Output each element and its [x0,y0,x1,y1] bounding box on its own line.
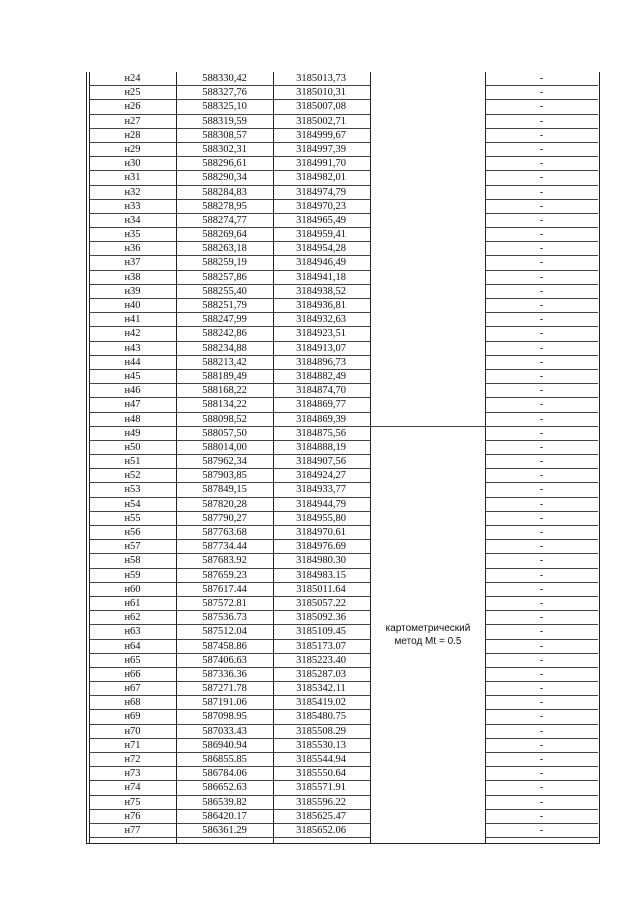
y-coordinate-cell: 3185223.40 [296,654,346,666]
error-cell: - [485,384,598,398]
point-cell: н24 [124,73,141,84]
y-coordinate-cell: 3184896,73 [296,356,346,368]
x-coordinate-cell: 588057,50 [202,427,247,439]
y-coordinate-cell: 3185092.36 [296,612,346,624]
x-coordinate-cell: 588014,00 [202,441,247,453]
x-coordinate-cell: 588319,59 [202,115,247,127]
x-coordinate-cell: 587903,85 [202,470,247,482]
error-cell: - [485,143,598,157]
x-coordinate-cell: 586784.06 [202,768,247,780]
error-cell: - [485,583,598,597]
x-coordinate-cell: 588284,83 [202,186,247,198]
y-coordinate-cell: 3185057.22 [296,597,346,609]
x-coordinate-cell: 587098.95 [202,711,247,723]
point-cell: н77 [124,824,141,836]
error-cell: - [485,115,598,129]
point-cell: н76 [124,810,141,822]
error-cell: - [485,498,598,512]
error-cell: - [485,710,598,724]
x-coordinate-cell: 587336.36 [202,668,247,680]
error-cell: - [485,540,598,554]
point-cell: н33 [124,200,141,212]
point-cell: н25 [124,87,141,99]
error-cell: - [485,72,598,86]
x-coordinate-cell: 587033.43 [202,725,247,737]
error-cell: - [485,327,598,341]
point-cell: н64 [124,640,141,652]
y-coordinate-cell: 3185342.11 [296,683,346,695]
point-cell: н58 [124,555,141,567]
error-cell: - [485,640,598,654]
x-coordinate-cell: 588259,19 [202,257,247,269]
x-coordinate-cell: 587790,27 [202,512,247,524]
x-coordinate-cell: 587406.63 [202,654,247,666]
y-coordinate-cell: 3185480.75 [296,711,346,723]
point-cell: н29 [124,143,141,155]
error-cell: - [485,313,598,327]
x-coordinate-cell: 588274,77 [202,214,247,226]
x-coordinate-cell: 587191.06 [202,697,247,709]
point-cell: н26 [124,101,141,113]
y-coordinate-cell: 3185508.29 [296,725,346,737]
error-cell: - [485,767,598,781]
error-cell: - [485,157,598,171]
point-cell: н52 [124,470,141,482]
x-coordinate-cell: 588325,10 [202,101,247,113]
point-cell: н34 [124,214,141,226]
column-divider [273,72,274,843]
point-cell: н41 [124,314,141,326]
x-coordinate-cell: 588189,49 [202,370,247,382]
point-cell: н57 [124,541,141,553]
y-coordinate-cell: 3184882,49 [296,370,346,382]
y-coordinate-cell: 3184941,18 [296,271,346,283]
point-cell: н65 [124,654,141,666]
method-line-1: картометрический [385,623,471,634]
y-coordinate-cell: 3184982,01 [296,172,346,184]
point-cell: н39 [124,285,141,297]
x-coordinate-cell: 587820,28 [202,498,247,510]
point-cell: н49 [124,427,141,439]
point-cell: н36 [124,243,141,255]
error-cell: - [485,342,598,356]
y-coordinate-cell: 3185002,71 [296,115,346,127]
error-cell: - [485,256,598,270]
y-coordinate-cell: 3184946,49 [296,257,346,269]
point-cell: н47 [124,399,141,411]
y-coordinate-cell: 3184965,49 [296,214,346,226]
error-cell: - [485,625,598,639]
point-cell: н75 [124,796,141,808]
x-coordinate-cell: 588234,88 [202,342,247,354]
x-coordinate-cell: 586420.17 [202,810,247,822]
x-coordinate-cell: 586652.63 [202,782,247,794]
error-cell: - [485,512,598,526]
point-cell: н73 [124,768,141,780]
x-coordinate-cell: 588290,34 [202,172,247,184]
error-cell: - [485,725,598,739]
error-cell: - [485,200,598,214]
point-cell: н68 [124,697,141,709]
point-cell: н48 [124,413,141,425]
point-cell: н50 [124,441,141,453]
error-cell: - [485,781,598,795]
y-coordinate-cell: 3184932,63 [296,314,346,326]
point-cell: н72 [124,754,141,765]
point-cell: н54 [124,498,141,510]
x-coordinate-cell: 586940.94 [202,739,247,751]
y-coordinate-cell: 3184991,70 [296,158,346,170]
error-cell: - [485,129,598,143]
error-cell: - [485,569,598,583]
y-coordinate-cell: 3184874,70 [296,385,346,397]
point-cell: н74 [124,782,141,794]
x-coordinate-cell: 588247,99 [202,314,247,326]
column-divider [485,72,486,843]
point-cell: н44 [124,356,141,368]
point-cell: н59 [124,569,141,581]
point-cell: н62 [124,612,141,624]
x-coordinate-cell: 587572.81 [202,597,247,609]
error-cell: - [485,824,598,838]
y-coordinate-cell: 3185550.64 [296,768,346,780]
error-cell: - [485,796,598,810]
error-cell: - [485,483,598,497]
error-cell: - [485,86,598,100]
error-cell: - [485,696,598,710]
x-coordinate-cell: 587734.44 [202,541,247,553]
x-coordinate-cell: 588308,57 [202,129,247,141]
x-coordinate-cell: 588257,86 [202,271,247,283]
y-coordinate-cell: 3184954,28 [296,243,346,255]
x-coordinate-cell: 587683.92 [202,555,247,567]
y-coordinate-cell: 3185571.91 [296,782,346,794]
error-cell: - [485,753,598,767]
x-coordinate-cell: 587536.73 [202,612,247,624]
point-cell: н69 [124,711,141,723]
y-coordinate-cell: 3184869,39 [296,413,346,425]
x-coordinate-cell: 588302,31 [202,143,247,155]
error-cell: - [485,356,598,370]
point-cell: н32 [124,186,141,198]
point-cell: н56 [124,527,141,538]
y-coordinate-cell: 3184938,52 [296,285,346,297]
y-coordinate-cell: 3184933,77 [296,484,346,496]
point-cell: н53 [124,484,141,496]
y-coordinate-cell: 3185530.13 [296,739,346,751]
error-cell: - [485,242,598,256]
x-coordinate-cell: 588269,64 [202,229,247,241]
x-coordinate-cell: 588327,76 [202,87,247,99]
point-cell: н63 [124,626,141,638]
x-coordinate-cell: 586539.82 [202,796,247,808]
point-cell: н66 [124,668,141,680]
x-coordinate-cell: 588134,22 [202,399,247,411]
error-cell: - [485,413,598,427]
x-coordinate-cell: 588278,95 [202,200,247,212]
point-cell: н51 [124,456,141,468]
error-cell: - [485,469,598,483]
x-coordinate-cell: 588330,42 [202,73,247,84]
x-coordinate-cell: 587962,34 [202,456,247,468]
x-coordinate-cell: 587512.04 [202,626,247,638]
x-coordinate-cell: 587659.23 [202,569,247,581]
x-coordinate-cell: 588168,22 [202,385,247,397]
x-coordinate-cell: 588263,18 [202,243,247,255]
point-cell: н37 [124,257,141,269]
point-cell: н46 [124,385,141,397]
error-cell: - [485,682,598,696]
y-coordinate-cell: 3185007,08 [296,101,346,113]
y-coordinate-cell: 3184997,39 [296,143,346,155]
error-cell: - [485,611,598,625]
y-coordinate-cell: 3185596.22 [296,796,346,808]
x-coordinate-cell: 586361.29 [202,824,247,836]
point-cell: н67 [124,683,141,695]
point-cell: н40 [124,300,141,311]
error-cell: - [485,370,598,384]
error-cell: - [485,654,598,668]
point-cell: н71 [124,739,141,751]
y-coordinate-cell: 3184955,80 [296,512,346,524]
y-coordinate-cell: 3184999,67 [296,129,346,141]
error-cell: - [485,668,598,682]
y-coordinate-cell: 3185109.45 [296,626,346,638]
y-coordinate-cell: 3184936,81 [296,300,346,311]
x-coordinate-cell: 588242,86 [202,328,247,340]
y-coordinate-cell: 3184959,41 [296,229,346,241]
error-cell: - [485,171,598,185]
y-coordinate-cell: 3185287.03 [296,668,346,680]
point-cell: н45 [124,370,141,382]
y-coordinate-cell: 3185544.94 [296,754,346,765]
y-coordinate-cell: 3184907,56 [296,456,346,468]
error-cell: - [485,228,598,242]
x-coordinate-cell: 588296,61 [202,158,247,170]
point-cell: н27 [124,115,141,127]
y-coordinate-cell: 3185010,31 [296,87,346,99]
y-coordinate-cell: 3184974,79 [296,186,346,198]
x-coordinate-cell: 588251,79 [202,300,247,311]
y-coordinate-cell: 3184888,19 [296,441,346,453]
point-cell: н38 [124,271,141,283]
error-cell: - [485,186,598,200]
merged-cell-upper [371,72,485,426]
x-coordinate-cell: 587617.44 [202,583,247,595]
point-cell: н31 [124,172,141,184]
column-divider [176,72,177,843]
y-coordinate-cell: 3184869,77 [296,399,346,411]
y-coordinate-cell: 3184924,27 [296,470,346,482]
y-coordinate-cell: 3184875,56 [296,427,346,439]
error-cell: - [485,441,598,455]
x-coordinate-cell: 588255,40 [202,285,247,297]
y-coordinate-cell: 3184976.69 [296,541,346,553]
error-cell: - [485,810,598,824]
error-cell: - [485,100,598,114]
method-line-2: метод Mt = 0.5 [394,636,462,647]
x-coordinate-cell: 586855.85 [202,754,247,765]
error-cell: - [485,526,598,540]
error-cell: - [485,214,598,228]
y-coordinate-cell: 3185652.06 [296,824,346,836]
y-coordinate-cell: 3184913,07 [296,342,346,354]
point-cell: н60 [124,583,141,595]
error-cell: - [485,739,598,753]
point-cell: н43 [124,342,141,354]
error-cell: - [485,597,598,611]
y-coordinate-cell: 3184983.15 [296,569,346,581]
x-coordinate-cell: 587763.68 [202,527,247,538]
point-cell: н61 [124,597,141,609]
x-coordinate-cell: 588098,52 [202,413,247,425]
error-cell: - [485,455,598,469]
error-cell: - [485,427,598,441]
y-coordinate-cell: 3185625.47 [296,810,346,822]
error-cell: - [485,285,598,299]
method-note [371,622,485,648]
table-error-column [485,72,598,838]
y-coordinate-cell: 3184970,23 [296,200,346,212]
x-coordinate-cell: 588213,42 [202,356,247,368]
point-cell: н55 [124,512,141,524]
y-coordinate-cell: 3185011.64 [296,583,346,595]
y-coordinate-cell: 3184970.61 [296,527,346,538]
x-coordinate-cell: 587849,15 [202,484,247,496]
error-cell: - [485,299,598,313]
point-cell: н35 [124,229,141,241]
point-cell: н28 [124,129,141,141]
y-coordinate-cell: 3185419.02 [296,697,346,709]
point-cell: н70 [124,725,141,737]
error-cell: - [485,271,598,285]
x-coordinate-cell: 587458.86 [202,640,247,652]
x-coordinate-cell: 587271.78 [202,683,247,695]
point-cell: н30 [124,158,141,170]
y-coordinate-cell: 3185013,73 [296,73,346,84]
column-divider [370,72,371,843]
y-coordinate-cell: 3184923,51 [296,328,346,340]
error-cell: - [485,554,598,568]
y-coordinate-cell: 3184944,79 [296,498,346,510]
y-coordinate-cell: 3185173.07 [296,640,346,652]
point-cell: н42 [124,328,141,340]
y-coordinate-cell: 3184980.30 [296,555,346,567]
error-cell: - [485,398,598,412]
